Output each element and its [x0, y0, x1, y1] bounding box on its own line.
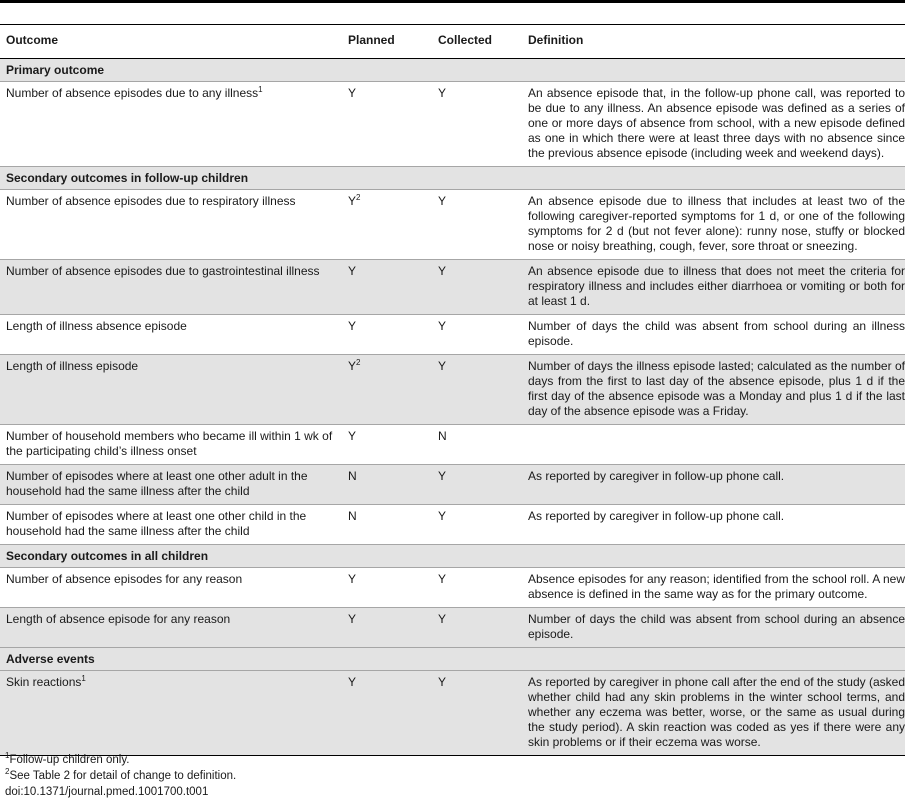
definition-cell: As reported by caregiver in follow-up phone call. [522, 505, 905, 545]
planned-text: Y [348, 319, 357, 333]
section-row-secondary-followup [0, 167, 905, 190]
outcome-cell [0, 260, 342, 315]
collected-cell: Y [432, 568, 522, 608]
definition-cell: As reported by caregiver in follow-up phone call. [522, 465, 905, 505]
planned-text: N [348, 509, 357, 523]
outcome-cell [0, 82, 342, 167]
planned-cell [342, 671, 432, 756]
collected-cell: Y [432, 260, 522, 315]
collected-cell: N [432, 425, 522, 465]
collected-cell: Y [432, 671, 522, 756]
outcome-text: Number of household members who became ill within 1 wk of the participating child’s illness onset [6, 429, 333, 458]
table-row [0, 315, 905, 355]
outcome-text: Number of absence episodes due to any illness [6, 86, 259, 100]
header-definition: Definition [522, 25, 905, 59]
definition-cell: Number of days the illness episode lasted; calculated as the number of days from the first to last day of the absence episode, plus 1 d if the first day of the absence episode was a Monday and plus 1 d if the last day of the absence episode was a Friday. [522, 355, 905, 425]
table-row [0, 505, 905, 545]
outcome-text: Length of illness episode [6, 359, 139, 373]
section-title: Secondary outcomes in all children [0, 545, 905, 568]
outcome-text: Number of absence episodes for any reason [6, 572, 243, 586]
outcome-text: Length of absence episode for any reason [6, 612, 231, 626]
planned-text: Y [348, 86, 357, 100]
section-row-adverse [0, 648, 905, 671]
definition-cell: An absence episode due to illness that includes at least two of the following caregiver-reported symptoms for 1 d, or one of the following symptoms for 2 d (but not fever alone): runny nose, stuffy or blocked nose or noisy breathing, cough, fever, sore throat or sneezing. [522, 190, 905, 260]
collected-cell: Y [432, 355, 522, 425]
definition-cell: As reported by caregiver in phone call after the end of the study (asked whether child had any skin problems in the winter school terms, and whether any eczema was better, worse, or the same as usual during the study period). A skin reaction was coded as yes if there were any skin problems or if their eczema was worse. [522, 671, 905, 756]
outcome-text: Number of episodes where at least one other adult in the household had the same illness after the child [6, 469, 308, 498]
outcome-cell [0, 608, 342, 648]
collected-cell: Y [432, 505, 522, 545]
planned-text: Y [348, 675, 357, 689]
outcome-text: Skin reactions [6, 675, 82, 689]
planned-text: Y [348, 264, 357, 278]
definition-cell: Absence episodes for any reason; identified from the school roll. A new absence is defined in the same way as for the primary outcome. [522, 568, 905, 608]
planned-cell [342, 315, 432, 355]
header-collected: Collected [432, 25, 522, 59]
outcome-text: Number of episodes where at least one other child in the household had the same illness after the child [6, 509, 307, 538]
collected-cell: Y [432, 608, 522, 648]
planned-cell [342, 608, 432, 648]
footnote-marker: 2 [356, 193, 361, 202]
footnote-marker: 1 [5, 751, 10, 761]
table-row [0, 82, 905, 167]
doi-text: doi:10.1371/journal.pmed.1001700.t001 [5, 786, 209, 798]
definition-cell: Number of days the child was absent from school during an absence episode. [522, 608, 905, 648]
planned-cell [342, 568, 432, 608]
footnote-1 [5, 752, 236, 768]
collected-cell: Y [432, 315, 522, 355]
footnote-2 [5, 768, 236, 784]
planned-text: Y [348, 429, 357, 443]
table-row [0, 608, 905, 648]
table-row [0, 568, 905, 608]
outcome-cell [0, 190, 342, 260]
definition-cell: Number of days the child was absent from school during an illness episode. [522, 315, 905, 355]
definition-cell: An absence episode that, in the follow-up phone call, was reported to be due to any illness. An absence episode was defined as a series of one or more days of absence from school, with a new episode defined as one in which there were at least three days with no absence since the previous absence episode (including week and weekend days). [522, 82, 905, 167]
outcome-cell [0, 355, 342, 425]
planned-cell [342, 355, 432, 425]
footnote-text: Follow-up children only. [9, 754, 130, 766]
planned-cell [342, 505, 432, 545]
outcome-cell [0, 505, 342, 545]
top-rule [0, 0, 905, 3]
table-row [0, 465, 905, 505]
header-outcome: Outcome [0, 25, 342, 59]
planned-text: Y [348, 612, 357, 626]
table-footnotes [5, 752, 236, 800]
planned-cell [342, 190, 432, 260]
footnote-marker: 1 [258, 85, 263, 94]
outcome-text: Number of absence episodes due to respiratory illness [6, 194, 296, 208]
table-row [0, 260, 905, 315]
planned-text: Y [348, 572, 357, 586]
outcome-cell [0, 315, 342, 355]
planned-text: Y [348, 194, 357, 208]
definition-cell [522, 425, 905, 465]
section-title: Primary outcome [0, 59, 905, 82]
footnote-marker: 2 [356, 358, 361, 367]
footnote-marker: 2 [5, 767, 10, 777]
footnote-text: See Table 2 for detail of change to definition. [9, 770, 237, 782]
section-row-primary [0, 59, 905, 82]
planned-cell [342, 425, 432, 465]
planned-cell [342, 465, 432, 505]
outcome-cell [0, 568, 342, 608]
section-title: Adverse events [0, 648, 905, 671]
header-planned: Planned [342, 25, 432, 59]
outcome-cell [0, 425, 342, 465]
table-row [0, 671, 905, 756]
outcome-cell [0, 671, 342, 756]
section-title: Secondary outcomes in follow-up children [0, 167, 905, 190]
definition-cell: An absence episode due to illness that does not meet the criteria for respiratory illness and includes either diarrhoea or vomiting or both for at least 1 d. [522, 260, 905, 315]
header-row [0, 25, 905, 59]
planned-cell [342, 260, 432, 315]
collected-cell: Y [432, 465, 522, 505]
table-row [0, 425, 905, 465]
collected-cell: Y [432, 190, 522, 260]
outcome-text: Length of illness absence episode [6, 319, 187, 333]
planned-cell [342, 82, 432, 167]
collected-cell: Y [432, 82, 522, 167]
section-row-secondary-all [0, 545, 905, 568]
planned-text: Y [348, 359, 357, 373]
planned-text: N [348, 469, 357, 483]
table-row [0, 190, 905, 260]
outcomes-table [0, 24, 905, 756]
outcome-cell [0, 465, 342, 505]
table-row [0, 355, 905, 425]
outcome-text: Number of absence episodes due to gastrointestinal illness [6, 264, 320, 278]
footnote-marker: 1 [81, 674, 86, 683]
